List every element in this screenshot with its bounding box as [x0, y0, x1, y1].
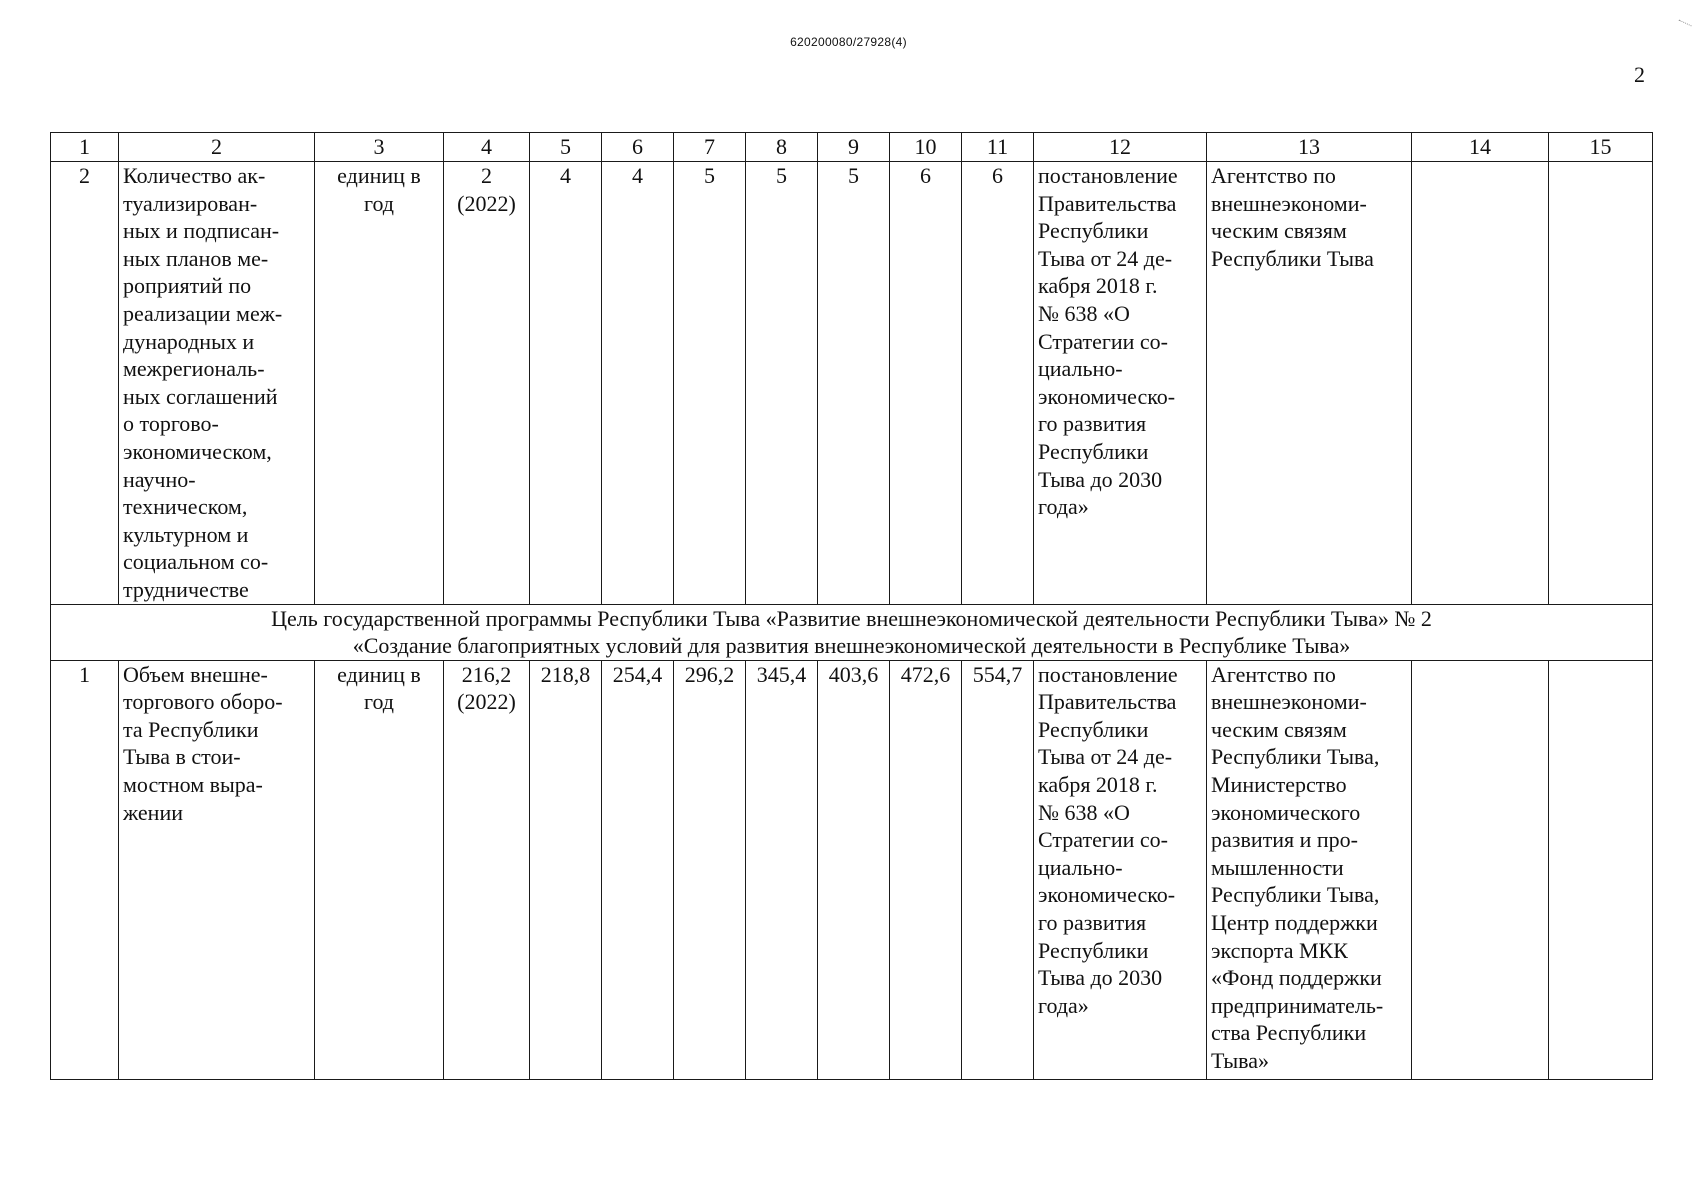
base-value-cell: 2 (2022) — [444, 162, 530, 605]
value-cell: 218,8 — [530, 660, 602, 1079]
value-cell: 5 — [818, 162, 890, 605]
column-number-row — [51, 133, 1653, 162]
col-number: 6 — [602, 133, 674, 162]
indicators-table — [50, 132, 1653, 1080]
goal-title-line1: Цель государственной программы Республики Тыва «Развитие внешнеэкономической деятельности Республики Тыва» № 2 — [271, 605, 1432, 631]
document-id: 620200080/27928(4) — [790, 35, 907, 49]
col-number: 7 — [674, 133, 746, 162]
col-number: 13 — [1207, 133, 1412, 162]
col-number: 8 — [746, 133, 818, 162]
value-cell: 296,2 — [674, 660, 746, 1079]
row-number: 2 — [51, 162, 119, 605]
value-cell: 554,7 — [962, 660, 1034, 1079]
col-number: 1 — [51, 133, 119, 162]
basis-document-cell: постановление Правительства Республики Тыва от 24 де- кабря 2018 г. № 638 «О Стратегии со- циально- экономическо- го развития Республики Тыва до 2030 года» — [1034, 660, 1207, 1079]
indicator-name: Объем внешне- торгового оборо- та Республики Тыва в стои- мостном выра- жении — [119, 660, 315, 1079]
value-cell: 403,6 — [818, 660, 890, 1079]
value-cell: 345,4 — [746, 660, 818, 1079]
empty-cell — [1549, 162, 1653, 605]
indicator-name: Количество ак- туализирован- ных и подписан- ных планов ме- роприятий по реализации меж- дународных и межрегиональ- ных соглашений о торгово- экономическом, научно- техническом, культурном и социальном со- трудничестве — [119, 162, 315, 605]
col-number: 14 — [1412, 133, 1549, 162]
col-number: 9 — [818, 133, 890, 162]
value-cell: 472,6 — [890, 660, 962, 1079]
responsible-cell: Агентство по внешнеэкономи- ческим связям Республики Тыва — [1207, 162, 1412, 605]
goal-row — [51, 604, 1653, 660]
value-cell: 6 — [962, 162, 1034, 605]
table-row — [51, 660, 1653, 1079]
value-cell: 5 — [746, 162, 818, 605]
responsible-cell: Агентство по внешнеэкономи- ческим связям Республики Тыва, Министерство экономического развития и про- мышленности Республики Тыва, Центр поддержки экспорта МКК «Фонд поддержки предприниматель- ства Республики Тыва» — [1207, 660, 1412, 1079]
base-value-cell: 216,2 (2022) — [444, 660, 530, 1079]
goal-cell — [51, 604, 1653, 660]
value-cell: 4 — [602, 162, 674, 605]
col-number: 5 — [530, 133, 602, 162]
page-number: 2 — [1634, 62, 1645, 87]
basis-document-cell: постановление Правительства Республики Тыва от 24 де- кабря 2018 г. № 638 «О Стратегии со- циально- экономическо- го развития Республики Тыва до 2030 года» — [1034, 162, 1207, 605]
row-number: 1 — [51, 660, 119, 1079]
col-number: 15 — [1549, 133, 1653, 162]
value-cell: 4 — [530, 162, 602, 605]
col-number: 4 — [444, 133, 530, 162]
empty-cell — [1412, 660, 1549, 1079]
col-number: 3 — [315, 133, 444, 162]
unit-cell: единиц в год — [315, 162, 444, 605]
col-number: 2 — [119, 133, 315, 162]
empty-cell — [1412, 162, 1549, 605]
empty-cell — [1549, 660, 1653, 1079]
col-number: 11 — [962, 133, 1034, 162]
goal-title-line2: «Создание благоприятных условий для развития внешнеэкономической деятельности в Республике Тыва» — [352, 633, 1351, 659]
scan-mark — [1674, 20, 1691, 36]
value-cell: 254,4 — [602, 660, 674, 1079]
value-cell: 5 — [674, 162, 746, 605]
table-row — [51, 162, 1653, 605]
col-number: 12 — [1034, 133, 1207, 162]
unit-cell: единиц в год — [315, 660, 444, 1079]
value-cell: 6 — [890, 162, 962, 605]
col-number: 10 — [890, 133, 962, 162]
